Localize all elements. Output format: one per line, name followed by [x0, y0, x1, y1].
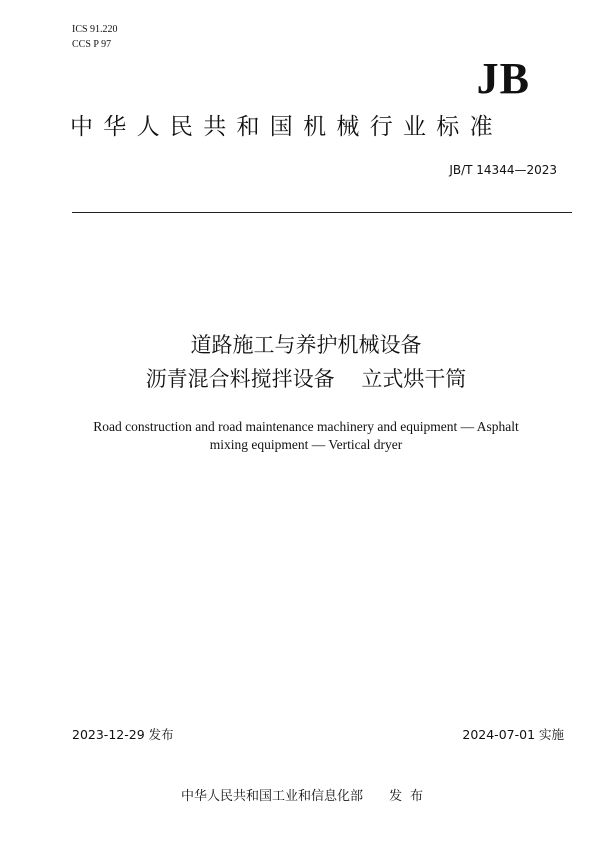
issuer-organization: 中华人民共和国工业和信息化部 [180, 789, 363, 804]
english-title: Road construction and road maintenance machinery and equipment — Asphalt mixing equipment — Vertical dryer [93, 419, 519, 452]
standard-title: 中华人民共和国机械行业标准 [70, 114, 503, 140]
publish-date: 2023-12-29 发布 [72, 727, 174, 742]
issuer-action: 发布 [389, 789, 432, 804]
jb-logo: JB [476, 54, 530, 103]
chinese-title [0, 328, 612, 396]
ccs-code: CCS P 97 [72, 39, 112, 50]
chinese-title-line-1: 道路施工与养护机械设备 [190, 333, 422, 357]
standard-code: JB/T 14344—2023 [449, 163, 557, 177]
implement-date: 2024-07-01 实施 [462, 727, 564, 742]
classification-block [72, 22, 118, 52]
chinese-title-line-2: 沥青混合料搅拌设备 立式烘干筒 [145, 367, 467, 391]
ics-code: ICS 91.220 [72, 24, 118, 35]
header-divider [72, 212, 572, 213]
issuer [0, 788, 612, 806]
